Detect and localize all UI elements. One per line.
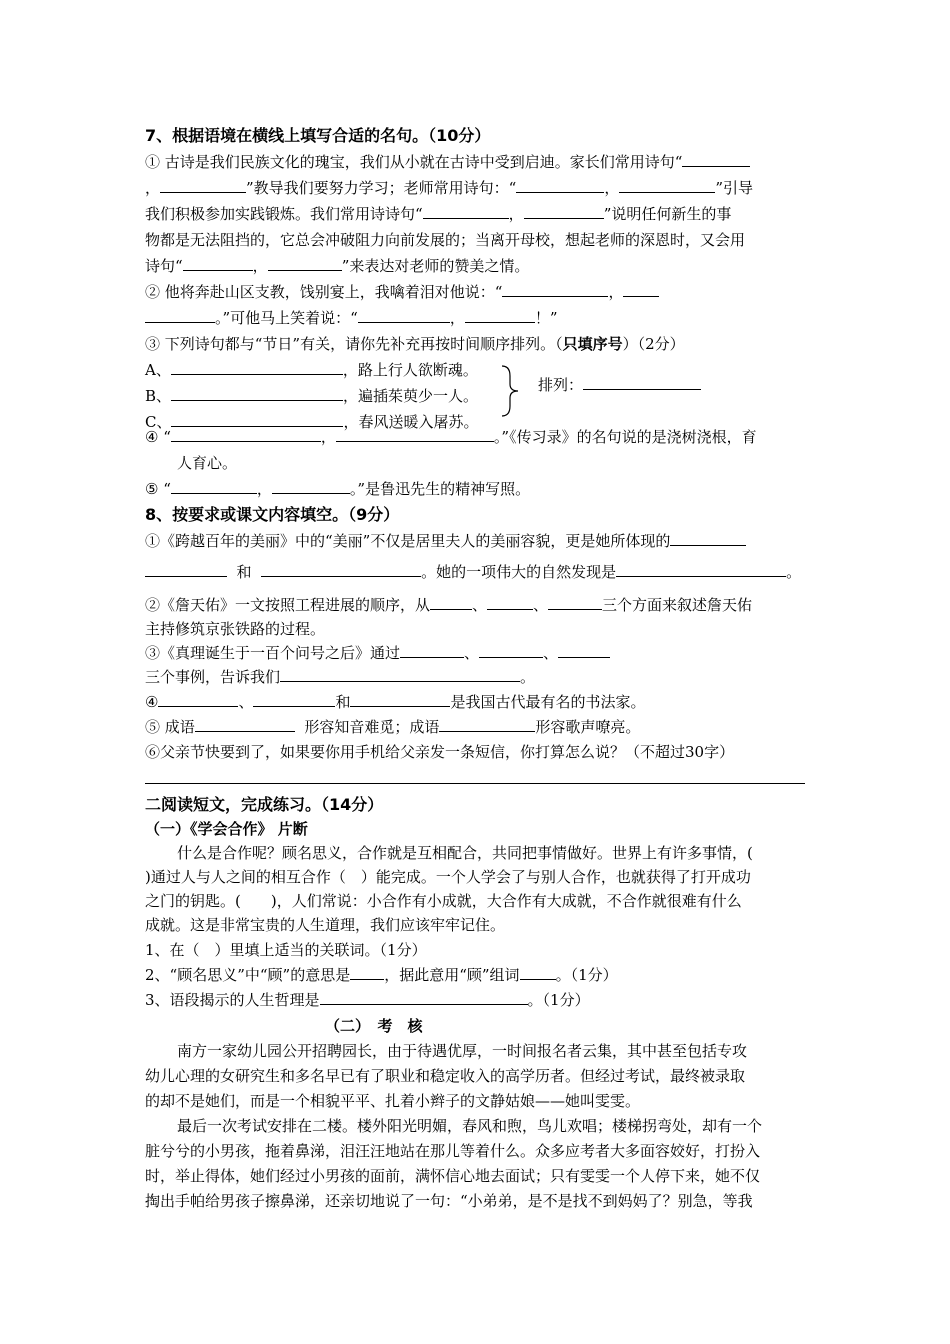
answer-blank[interactable] [487,593,533,610]
order-label: 排列： [538,376,584,394]
q7-p2-text: ， [608,283,624,301]
q7-p1-line5 [145,254,529,278]
answer-blank[interactable] [423,202,509,219]
answer-blank[interactable] [616,560,786,577]
q7-p1-text: ， [508,205,524,223]
q7-p1-line2 [145,176,753,200]
q8-text: 形容歌声嘹亮。 [535,718,641,736]
option-label: B、 [145,387,172,405]
section-divider [145,783,805,784]
q8-text: 。 [786,563,802,581]
q7-p1-line1 [145,150,750,174]
answer-blank[interactable] [670,529,746,546]
q8-text: 、 [464,644,480,662]
q8-item5 [145,715,640,739]
q8-text: 、 [543,644,559,662]
answer-blank[interactable] [253,690,335,707]
answer-blank[interactable] [524,202,604,219]
option-text: ，遍插茱萸少一人。 [343,387,479,405]
q8-text: 。她的一项伟大的自然发现是 [421,563,617,581]
reading2-para-line: 南方一家幼儿园公开招聘园长，由于待遇优厚，一时间报名者云集，其中甚至包括专攻 [177,1042,748,1060]
q7-p2-line2 [145,306,558,330]
q7-p1-line4: 物都是无法阻挡的，它总会冲破阻力向前发展的；当离开母校，想起老师的深恩时，又会用 [145,231,746,249]
answer-blank[interactable] [520,963,556,980]
q7-p4-text: 。”《传习录》的名句说的是浇树浇根，育 [493,428,757,446]
question-text: 。（1分） [555,966,618,984]
q7-p3-option-a [145,358,478,382]
q8-item1-line2 [145,560,801,584]
q8-item2-line2: 主持修筑京张铁路的过程。 [145,620,326,638]
q7-p2-line1 [145,280,659,304]
q8-item3-line1 [145,641,610,665]
q8-text: ⑤ 成语 [145,718,195,736]
q8-text: 和 [236,563,252,581]
answer-blank[interactable] [145,306,215,323]
q7-p3-order [538,373,701,397]
q8-text: ③《真理诞生于一百个问号之后》通过 [145,644,401,662]
q7-p2-text: 。”可他马上笑着说：“ [215,309,358,327]
q7-p4-text: ， [320,428,336,446]
answer-blank[interactable] [336,425,494,442]
reading1-question-3 [145,988,590,1012]
q8-text: ①《跨越百年的美丽》中的“美丽”不仅是居里夫人的美丽容貌，更是她所体现的 [145,532,671,550]
q8-item4 [145,690,646,714]
q8-text: ②《詹天佑》一文按照工程进展的顺序，从 [145,596,431,614]
answer-blank[interactable] [465,306,535,323]
q7-p5-text: ⑤ “ [145,480,171,498]
q7-p1-text: 诗句“ [145,257,183,275]
q7-p2-text: ， [449,309,465,327]
q7-p1-text: ， [145,179,161,197]
q8-text: 是我国古代最有名的书法家。 [450,693,646,711]
answer-blank[interactable] [619,176,715,193]
answer-blank[interactable] [558,641,610,658]
reading2-para-line: 最后一次考试安排在二楼。楼外阳光明媚，春风和煦，鸟儿欢唱；楼梯拐弯处，却有一个 [177,1117,763,1135]
reading2-para-line: 的却不是她们，而是一个相貌平平、扎着小辫子的文静姑娘——她叫雯雯。 [145,1092,641,1110]
q8-text: 。 [520,668,536,686]
reading1-para-line: )通过人与人之间的相互合作（ ）能完成。一个人学会了与别人合作，也就获得了打开成功 [145,868,751,886]
answer-blank[interactable] [160,176,246,193]
q7-p5-text: ， [256,480,272,498]
answer-blank[interactable] [280,665,520,682]
q8-item1-line1 [145,529,746,553]
option-label: A、 [145,361,171,379]
q7-p3-head [145,332,685,356]
answer-blank[interactable] [158,690,238,707]
q7-p1-line3 [145,202,731,226]
reading1-question-1: 1、在（ ）里填上适当的关联词。（1分） [145,941,427,959]
q7-p5 [145,477,530,501]
question-text: 2、“顾名思义”中“顾”的意思是 [145,966,351,984]
q7-p4-line1 [145,425,757,449]
reading1-para-line: 成就。这是非常宝贵的人生道理，我们应该牢牢记住。 [145,916,506,934]
question-text: 。（1分） [527,991,590,1009]
q7-p1-text: ”说明任何新生的事 [603,205,732,223]
answer-blank[interactable] [320,988,528,1005]
q7-p3-text: ）（2分） [622,335,685,353]
q7-p1-text: ”来表达对老师的赞美之情。 [341,257,530,275]
reading2-para-line: 脏兮兮的小男孩，拖着鼻涕，泪汪汪地站在那儿等着什么。众多应考者大多面容姣好，打扮入 [145,1142,761,1160]
q8-text: 形容知音难觅；成语 [304,718,440,736]
answer-blank[interactable] [623,280,659,297]
answer-blank[interactable] [350,963,384,980]
answer-blank[interactable] [145,560,227,577]
answer-blank[interactable] [171,477,257,494]
answer-blank[interactable] [516,176,604,193]
q8-item2-line1 [145,593,752,617]
answer-blank[interactable] [400,641,464,658]
q7-p4-text: ④ “ [145,428,171,446]
reading2-para-line: 时，举止得体，她们经过小男孩的面前，满怀信心地去面试；只有雯雯一个人停下来，她不仅 [145,1167,761,1185]
q8-item6: ⑥父亲节快要到了，如果要你用手机给父亲发一条短信，你打算怎么说？（不超过30字） [145,743,735,761]
answer-blank[interactable] [272,477,350,494]
answer-blank[interactable] [171,358,343,375]
answer-blank[interactable] [171,384,343,401]
answer-blank[interactable] [502,280,608,297]
q8-text: ④ [145,693,159,711]
answer-blank[interactable] [268,254,342,271]
q7-p1-text: ① 古诗是我们民族文化的瑰宝，我们从小就在古诗中受到启迪。家长们常用诗句“ [145,153,683,171]
reading1-title: （一）《学会合作》 片断 [145,820,308,838]
q7-p3-bold-note: 只填序号 [562,335,623,353]
reading1-para-line: 什么是合作呢？顾名思义，合作就是互相配合，共同把事情做好。世界上有许多事情，( [177,844,753,862]
q8-item3-line2 [145,665,535,689]
reading2-para-line: 掏出手帕给男孩子擦鼻涕，还亲切地说了一句：“小弟弟，是不是找不到妈妈了？别急，等我 [145,1192,753,1210]
q8-text: 和 [335,693,351,711]
option-text: ，春风送暖入屠苏。 [343,413,479,431]
option-label: C、 [145,413,172,431]
answer-blank[interactable] [439,715,535,732]
q8-text: 、 [238,693,254,711]
q8-text: 、 [472,596,488,614]
answer-blank[interactable] [430,593,472,610]
q8-text: 三个方面来叙述詹天佑 [602,596,753,614]
q7-p2-text: ② 他将奔赴山区支教，饯别宴上，我噙着泪对他说：“ [145,283,503,301]
answer-blank[interactable] [171,425,321,442]
q7-p1-text: 我们积极参加实践锻炼。我们常用诗诗句“ [145,205,423,223]
answer-blank[interactable] [548,593,602,610]
q7-p1-text: ， [604,179,620,197]
answer-blank[interactable] [682,150,750,167]
q8-text: 、 [533,596,549,614]
q7-p4-line2: 人育心。 [177,454,238,472]
answer-blank[interactable] [350,690,450,707]
q8-title: 8、按要求或课文内容填空。（9分） [145,505,400,524]
answer-blank[interactable] [479,641,543,658]
question-text: ，据此意用“顾”组词 [384,966,520,984]
q7-p1-text: ”教导我们要努力学习；老师常用诗句：“ [246,179,517,197]
reading2-para-line: 幼儿心理的女研究生和多名早已有了职业和稳定收入的高学历者。但经过考试，最终被录取 [145,1067,746,1085]
q7-p1-text: ”引导 [715,179,754,197]
answer-blank[interactable] [358,306,450,323]
curly-brace-icon [500,364,524,418]
question-text: 3、语段揭示的人生哲理是 [145,991,320,1009]
reading1-para-line: 之门的钥匙。( )，人们常说：小合作有小成就，大合作有大成就，不合作就很难有什么 [145,892,742,910]
answer-blank[interactable] [183,254,253,271]
answer-blank[interactable] [195,715,295,732]
q7-p3-text: ③ 下列诗句都与“节日”有关，请你先补充再按时间顺序排列。（ [145,335,563,353]
answer-blank[interactable] [261,560,421,577]
q7-title: 7、根据语境在横线上填写合适的名句。（10分） [145,126,491,145]
reading2-title: （二） 考 核 [325,1017,423,1035]
answer-blank[interactable] [583,373,701,390]
q7-p2-text: ！” [534,309,558,327]
q7-p3-option-b [145,384,478,408]
part2-title: 二阅读短文，完成练习。（14分） [145,795,384,814]
q8-text: 三个事例，告诉我们 [145,668,281,686]
option-text: ，路上行人欲断魂。 [342,361,478,379]
q7-p5-text: 。”是鲁迅先生的精神写照。 [349,480,531,498]
reading1-question-2 [145,963,618,987]
q7-p1-text: ， [252,257,268,275]
